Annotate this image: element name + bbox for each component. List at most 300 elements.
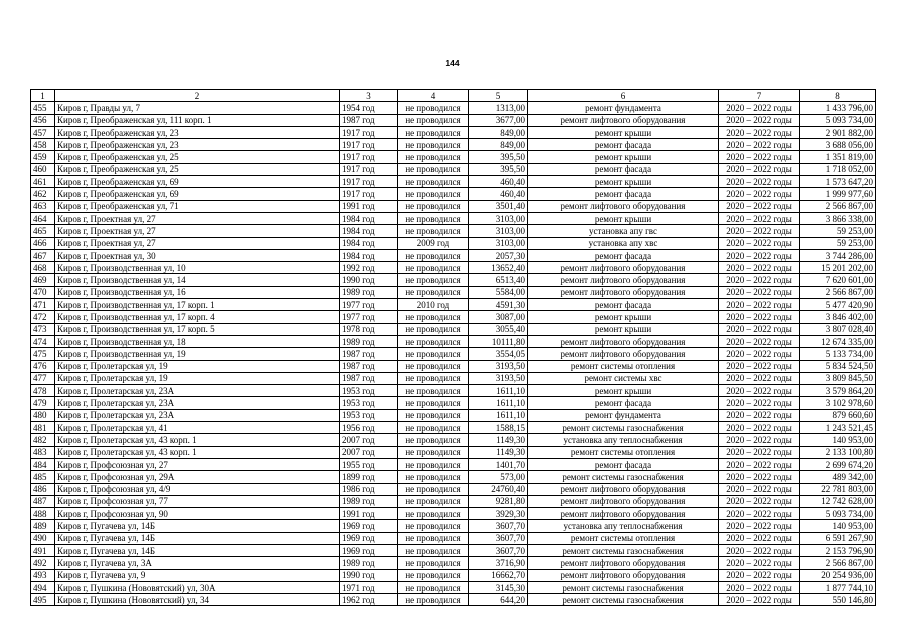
row-number-cell: 491 (31, 544, 55, 556)
table-row (31, 508, 876, 520)
cost-cell: 2 566 867,00 (800, 557, 876, 569)
address-cell: Киров г, Проектная ул, 27 (55, 225, 340, 237)
cost-cell: 2 133 100,80 (800, 446, 876, 458)
work-type-cell: установка апу хвс (528, 237, 719, 249)
area-cell: 3607,70 (469, 544, 528, 556)
column-header: 8 (800, 90, 876, 102)
cost-cell: 3 807 028,40 (800, 323, 876, 335)
table-row (31, 557, 876, 569)
build-year-cell: 1989 год (340, 286, 398, 298)
period-cell: 2020 – 2022 годы (719, 348, 800, 360)
build-year-cell: 1917 год (340, 188, 398, 200)
area-cell: 1149,30 (469, 446, 528, 458)
table-row (31, 471, 876, 483)
build-year-cell: 1917 год (340, 163, 398, 175)
build-year-cell: 1987 год (340, 114, 398, 126)
area-cell: 3087,00 (469, 311, 528, 323)
row-number-cell: 483 (31, 446, 55, 458)
table-row (31, 495, 876, 507)
cost-cell: 15 201 202,00 (800, 262, 876, 274)
row-number-cell: 461 (31, 176, 55, 188)
build-year-cell: 1991 год (340, 508, 398, 520)
last-repair-cell: не проводился (398, 471, 469, 483)
area-cell: 1313,00 (469, 102, 528, 114)
table-row (31, 323, 876, 335)
last-repair-cell: 2009 год (398, 237, 469, 249)
cost-cell: 3 809 845,50 (800, 372, 876, 384)
area-cell: 3103,00 (469, 212, 528, 224)
address-cell: Киров г, Преображенская ул, 71 (55, 200, 340, 212)
table-row (31, 458, 876, 470)
column-header: 1 (31, 90, 55, 102)
last-repair-cell: не проводился (398, 385, 469, 397)
last-repair-cell: не проводился (398, 335, 469, 347)
last-repair-cell: не проводился (398, 422, 469, 434)
area-cell: 3554,05 (469, 348, 528, 360)
period-cell: 2020 – 2022 годы (719, 286, 800, 298)
period-cell: 2020 – 2022 годы (719, 311, 800, 323)
build-year-cell: 2007 год (340, 446, 398, 458)
last-repair-cell: 2010 год (398, 299, 469, 311)
work-type-cell: ремонт системы газоснабжения (528, 471, 719, 483)
row-number-cell: 462 (31, 188, 55, 200)
address-cell: Киров г, Производственная ул, 19 (55, 348, 340, 360)
work-type-cell: ремонт фасада (528, 397, 719, 409)
area-cell: 3607,70 (469, 520, 528, 532)
row-number-cell: 475 (31, 348, 55, 360)
row-number-cell: 484 (31, 458, 55, 470)
address-cell: Киров г, Проектная ул, 27 (55, 237, 340, 249)
last-repair-cell: не проводился (398, 508, 469, 520)
area-cell: 1611,10 (469, 409, 528, 421)
area-cell: 3929,30 (469, 508, 528, 520)
work-type-cell: ремонт лифтового оборудования (528, 508, 719, 520)
build-year-cell: 1987 год (340, 348, 398, 360)
last-repair-cell: не проводился (398, 581, 469, 593)
period-cell: 2020 – 2022 годы (719, 249, 800, 261)
period-cell: 2020 – 2022 годы (719, 544, 800, 556)
build-year-cell: 1977 год (340, 299, 398, 311)
address-cell: Киров г, Профсоюзная ул, 27 (55, 458, 340, 470)
area-cell: 4591,30 (469, 299, 528, 311)
table-row (31, 335, 876, 347)
table-row (31, 262, 876, 274)
cost-cell: 6 591 267,90 (800, 532, 876, 544)
area-cell: 3501,40 (469, 200, 528, 212)
row-number-cell: 473 (31, 323, 55, 335)
period-cell: 2020 – 2022 годы (719, 139, 800, 151)
page-number: 144 (445, 58, 460, 68)
row-number-cell: 455 (31, 102, 55, 114)
address-cell: Киров г, Преображенская ул, 25 (55, 163, 340, 175)
area-cell: 1149,30 (469, 434, 528, 446)
row-number-cell: 490 (31, 532, 55, 544)
build-year-cell: 1987 год (340, 372, 398, 384)
address-cell: Киров г, Преображенская ул, 111 корп. 1 (55, 114, 340, 126)
last-repair-cell: не проводился (398, 225, 469, 237)
area-cell: 3677,00 (469, 114, 528, 126)
row-number-cell: 480 (31, 409, 55, 421)
build-year-cell: 1990 год (340, 569, 398, 581)
build-year-cell: 1989 год (340, 495, 398, 507)
build-year-cell: 1969 год (340, 532, 398, 544)
table-row (31, 163, 876, 175)
row-number-cell: 467 (31, 249, 55, 261)
last-repair-cell: не проводился (398, 544, 469, 556)
build-year-cell: 1969 год (340, 520, 398, 532)
area-cell: 10111,80 (469, 335, 528, 347)
address-cell: Киров г, Производственная ул, 18 (55, 335, 340, 347)
table-row (31, 372, 876, 384)
work-type-cell: ремонт фасада (528, 458, 719, 470)
period-cell: 2020 – 2022 годы (719, 188, 800, 200)
build-year-cell: 1978 год (340, 323, 398, 335)
period-cell: 2020 – 2022 годы (719, 409, 800, 421)
column-header: 6 (528, 90, 719, 102)
address-cell: Киров г, Пролетарская ул, 43 корп. 1 (55, 434, 340, 446)
table-row (31, 409, 876, 421)
address-cell: Киров г, Преображенская ул, 25 (55, 151, 340, 163)
row-number-cell: 493 (31, 569, 55, 581)
period-cell: 2020 – 2022 годы (719, 360, 800, 372)
work-type-cell: ремонт фасада (528, 163, 719, 175)
area-cell: 5584,00 (469, 286, 528, 298)
build-year-cell: 1954 год (340, 102, 398, 114)
area-cell: 24760,40 (469, 483, 528, 495)
build-year-cell: 1955 год (340, 458, 398, 470)
work-type-cell: ремонт крыши (528, 311, 719, 323)
cost-cell: 2 699 674,20 (800, 458, 876, 470)
table-row (31, 520, 876, 532)
address-cell: Киров г, Пролетарская ул, 19 (55, 360, 340, 372)
table-row (31, 299, 876, 311)
row-number-cell: 466 (31, 237, 55, 249)
cost-cell: 2 566 867,00 (800, 200, 876, 212)
build-year-cell: 1899 год (340, 471, 398, 483)
table-row (31, 422, 876, 434)
row-number-cell: 460 (31, 163, 55, 175)
cost-cell: 3 102 978,60 (800, 397, 876, 409)
work-type-cell: установка апу гвс (528, 225, 719, 237)
last-repair-cell: не проводился (398, 446, 469, 458)
table-row (31, 286, 876, 298)
row-number-cell: 456 (31, 114, 55, 126)
area-cell: 395,50 (469, 151, 528, 163)
work-type-cell: ремонт крыши (528, 126, 719, 138)
cost-cell: 2 153 796,90 (800, 544, 876, 556)
area-cell: 3193,50 (469, 360, 528, 372)
last-repair-cell: не проводился (398, 372, 469, 384)
work-type-cell: ремонт крыши (528, 323, 719, 335)
period-cell: 2020 – 2022 годы (719, 385, 800, 397)
row-number-cell: 487 (31, 495, 55, 507)
cost-cell: 5 093 734,00 (800, 508, 876, 520)
last-repair-cell: не проводился (398, 188, 469, 200)
area-cell: 13652,40 (469, 262, 528, 274)
area-cell: 3103,00 (469, 237, 528, 249)
build-year-cell: 1953 год (340, 409, 398, 421)
period-cell: 2020 – 2022 годы (719, 569, 800, 581)
last-repair-cell: не проводился (398, 151, 469, 163)
work-type-cell: ремонт крыши (528, 212, 719, 224)
row-number-cell: 492 (31, 557, 55, 569)
table-row (31, 237, 876, 249)
cost-cell: 3 579 864,20 (800, 385, 876, 397)
row-number-cell: 485 (31, 471, 55, 483)
cost-cell: 22 781 803,00 (800, 483, 876, 495)
last-repair-cell: не проводился (398, 262, 469, 274)
area-cell: 3145,30 (469, 581, 528, 593)
address-cell: Киров г, Пушкина (Нововятский) ул, 34 (55, 594, 340, 606)
work-type-cell: ремонт лифтового оборудования (528, 348, 719, 360)
build-year-cell: 1992 год (340, 262, 398, 274)
period-cell: 2020 – 2022 годы (719, 262, 800, 274)
work-type-cell: ремонт фасада (528, 139, 719, 151)
last-repair-cell: не проводился (398, 557, 469, 569)
row-number-cell: 479 (31, 397, 55, 409)
column-header: 5 (469, 90, 528, 102)
cost-cell: 1 573 647,20 (800, 176, 876, 188)
work-type-cell: ремонт системы отопления (528, 532, 719, 544)
cost-cell: 3 846 402,00 (800, 311, 876, 323)
table-row (31, 225, 876, 237)
address-cell: Киров г, Производственная ул, 14 (55, 274, 340, 286)
table-row (31, 532, 876, 544)
build-year-cell: 1953 год (340, 397, 398, 409)
period-cell: 2020 – 2022 годы (719, 495, 800, 507)
work-type-cell: ремонт лифтового оборудования (528, 200, 719, 212)
build-year-cell: 1962 год (340, 594, 398, 606)
build-year-cell: 1971 год (340, 581, 398, 593)
row-number-cell: 458 (31, 139, 55, 151)
last-repair-cell: не проводился (398, 495, 469, 507)
work-type-cell: ремонт системы газоснабжения (528, 422, 719, 434)
last-repair-cell: не проводился (398, 163, 469, 175)
address-cell: Киров г, Производственная ул, 16 (55, 286, 340, 298)
row-number-cell: 494 (31, 581, 55, 593)
table-header-row (31, 90, 876, 102)
area-cell: 2057,30 (469, 249, 528, 261)
cost-cell: 5 834 524,50 (800, 360, 876, 372)
area-cell: 3055,40 (469, 323, 528, 335)
work-type-cell: ремонт фасада (528, 188, 719, 200)
row-number-cell: 474 (31, 335, 55, 347)
area-cell: 1611,10 (469, 385, 528, 397)
table-row (31, 176, 876, 188)
address-cell: Киров г, Профсоюзная ул, 29А (55, 471, 340, 483)
address-cell: Киров г, Производственная ул, 17 корп. 4 (55, 311, 340, 323)
address-cell: Киров г, Преображенская ул, 23 (55, 139, 340, 151)
table-row (31, 360, 876, 372)
address-cell: Киров г, Преображенская ул, 69 (55, 188, 340, 200)
build-year-cell: 1984 год (340, 237, 398, 249)
last-repair-cell: не проводился (398, 409, 469, 421)
build-year-cell: 1984 год (340, 212, 398, 224)
build-year-cell: 1986 год (340, 483, 398, 495)
address-cell: Киров г, Профсоюзная ул, 77 (55, 495, 340, 507)
address-cell: Киров г, Профсоюзная ул, 90 (55, 508, 340, 520)
period-cell: 2020 – 2022 годы (719, 212, 800, 224)
period-cell: 2020 – 2022 годы (719, 200, 800, 212)
address-cell: Киров г, Пролетарская ул, 43 корп. 1 (55, 446, 340, 458)
table-row (31, 249, 876, 261)
address-cell: Киров г, Производственная ул, 17 корп. 1 (55, 299, 340, 311)
work-type-cell: ремонт лифтового оборудования (528, 483, 719, 495)
last-repair-cell: не проводился (398, 360, 469, 372)
period-cell: 2020 – 2022 годы (719, 458, 800, 470)
last-repair-cell: не проводился (398, 114, 469, 126)
cost-cell: 1 999 977,60 (800, 188, 876, 200)
build-year-cell: 1917 год (340, 126, 398, 138)
housing-repair-table (30, 89, 876, 606)
address-cell: Киров г, Пролетарская ул, 23А (55, 385, 340, 397)
table-row (31, 126, 876, 138)
period-cell: 2020 – 2022 годы (719, 274, 800, 286)
address-cell: Киров г, Пугачева ул, 14Б (55, 520, 340, 532)
column-header: 7 (719, 90, 800, 102)
cost-cell: 5 093 734,00 (800, 114, 876, 126)
period-cell: 2020 – 2022 годы (719, 114, 800, 126)
work-type-cell: ремонт крыши (528, 176, 719, 188)
work-type-cell: ремонт крыши (528, 151, 719, 163)
period-cell: 2020 – 2022 годы (719, 557, 800, 569)
table-row (31, 434, 876, 446)
cost-cell: 2 566 867,00 (800, 286, 876, 298)
last-repair-cell: не проводился (398, 200, 469, 212)
cost-cell: 1 243 521,45 (800, 422, 876, 434)
cost-cell: 3 744 286,00 (800, 249, 876, 261)
address-cell: Киров г, Профсоюзная ул, 4/9 (55, 483, 340, 495)
address-cell: Киров г, Пугачева ул, 14Б (55, 532, 340, 544)
row-number-cell: 469 (31, 274, 55, 286)
address-cell: Киров г, Проектная ул, 30 (55, 249, 340, 261)
work-type-cell: ремонт лифтового оборудования (528, 557, 719, 569)
table-row (31, 581, 876, 593)
table-row (31, 594, 876, 606)
area-cell: 460,40 (469, 188, 528, 200)
period-cell: 2020 – 2022 годы (719, 299, 800, 311)
period-cell: 2020 – 2022 годы (719, 471, 800, 483)
work-type-cell: ремонт системы газоснабжения (528, 594, 719, 606)
cost-cell: 489 342,00 (800, 471, 876, 483)
work-type-cell: ремонт системы газоснабжения (528, 581, 719, 593)
address-cell: Киров г, Преображенская ул, 69 (55, 176, 340, 188)
last-repair-cell: не проводился (398, 520, 469, 532)
period-cell: 2020 – 2022 годы (719, 237, 800, 249)
table-row (31, 274, 876, 286)
row-number-cell: 495 (31, 594, 55, 606)
period-cell: 2020 – 2022 годы (719, 335, 800, 347)
row-number-cell: 457 (31, 126, 55, 138)
build-year-cell: 1969 год (340, 544, 398, 556)
last-repair-cell: не проводился (398, 594, 469, 606)
row-number-cell: 459 (31, 151, 55, 163)
period-cell: 2020 – 2022 годы (719, 372, 800, 384)
column-header: 3 (340, 90, 398, 102)
last-repair-cell: не проводился (398, 139, 469, 151)
period-cell: 2020 – 2022 годы (719, 483, 800, 495)
table-row (31, 188, 876, 200)
row-number-cell: 464 (31, 212, 55, 224)
table-row (31, 446, 876, 458)
period-cell: 2020 – 2022 годы (719, 422, 800, 434)
period-cell: 2020 – 2022 годы (719, 594, 800, 606)
area-cell: 1588,15 (469, 422, 528, 434)
last-repair-cell: не проводился (398, 434, 469, 446)
table-row (31, 212, 876, 224)
area-cell: 573,00 (469, 471, 528, 483)
build-year-cell: 1984 год (340, 249, 398, 261)
table-row (31, 311, 876, 323)
last-repair-cell: не проводился (398, 483, 469, 495)
build-year-cell: 1991 год (340, 200, 398, 212)
period-cell: 2020 – 2022 годы (719, 520, 800, 532)
cost-cell: 1 433 796,00 (800, 102, 876, 114)
work-type-cell: ремонт фасада (528, 249, 719, 261)
area-cell: 16662,70 (469, 569, 528, 581)
area-cell: 1401,70 (469, 458, 528, 470)
work-type-cell: установка апу теплоснабжения (528, 520, 719, 532)
cost-cell: 3 688 056,00 (800, 139, 876, 151)
area-cell: 3103,00 (469, 225, 528, 237)
cost-cell: 20 254 936,00 (800, 569, 876, 581)
area-cell: 3607,70 (469, 532, 528, 544)
address-cell: Киров г, Пугачева ул, 14Б (55, 544, 340, 556)
row-number-cell: 482 (31, 434, 55, 446)
last-repair-cell: не проводился (398, 458, 469, 470)
address-cell: Киров г, Пролетарская ул, 19 (55, 372, 340, 384)
column-header: 2 (55, 90, 340, 102)
table-row (31, 348, 876, 360)
table-row (31, 114, 876, 126)
period-cell: 2020 – 2022 годы (719, 323, 800, 335)
build-year-cell: 1984 год (340, 225, 398, 237)
work-type-cell: ремонт фасада (528, 299, 719, 311)
table-row (31, 102, 876, 114)
row-number-cell: 481 (31, 422, 55, 434)
last-repair-cell: не проводился (398, 102, 469, 114)
last-repair-cell: не проводился (398, 286, 469, 298)
row-number-cell: 476 (31, 360, 55, 372)
period-cell: 2020 – 2022 годы (719, 434, 800, 446)
period-cell: 2020 – 2022 годы (719, 225, 800, 237)
area-cell: 644,20 (469, 594, 528, 606)
address-cell: Киров г, Производственная ул, 10 (55, 262, 340, 274)
build-year-cell: 1917 год (340, 139, 398, 151)
build-year-cell: 1917 год (340, 176, 398, 188)
row-number-cell: 477 (31, 372, 55, 384)
work-type-cell: ремонт лифтового оборудования (528, 262, 719, 274)
period-cell: 2020 – 2022 годы (719, 532, 800, 544)
work-type-cell: ремонт фундамента (528, 409, 719, 421)
period-cell: 2020 – 2022 годы (719, 102, 800, 114)
row-number-cell: 468 (31, 262, 55, 274)
row-number-cell: 472 (31, 311, 55, 323)
last-repair-cell: не проводился (398, 348, 469, 360)
period-cell: 2020 – 2022 годы (719, 126, 800, 138)
last-repair-cell: не проводился (398, 126, 469, 138)
period-cell: 2020 – 2022 годы (719, 397, 800, 409)
build-year-cell: 1990 год (340, 274, 398, 286)
last-repair-cell: не проводился (398, 274, 469, 286)
period-cell: 2020 – 2022 годы (719, 446, 800, 458)
build-year-cell: 2007 год (340, 434, 398, 446)
address-cell: Киров г, Пугачева ул, 3А (55, 557, 340, 569)
table-row (31, 200, 876, 212)
period-cell: 2020 – 2022 годы (719, 151, 800, 163)
work-type-cell: ремонт лифтового оборудования (528, 495, 719, 507)
table-row (31, 544, 876, 556)
